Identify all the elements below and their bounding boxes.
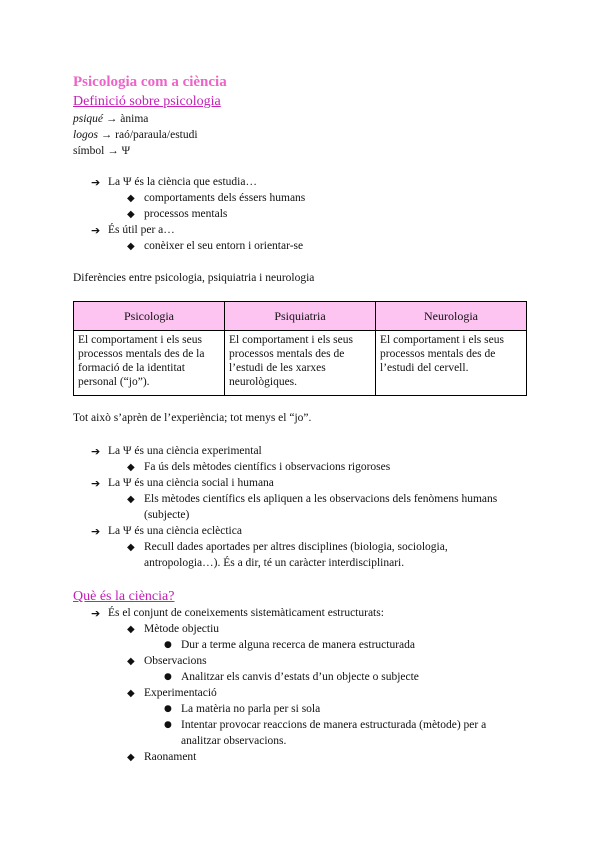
diamond-bullet-icon: ◆ — [127, 624, 135, 635]
science-detail: La matèria no parla per si sola — [181, 703, 321, 715]
diamond-bullet-icon: ◆ — [127, 494, 135, 505]
characteristic-detail: Els mètodes científics els apliquen a les observacions dels fenòmens humans — [144, 493, 498, 505]
characteristic-detail-continued: (subjecte) — [144, 509, 190, 521]
diamond-bullet-icon: ◆ — [127, 752, 135, 763]
dot-bullet-icon: ● — [164, 672, 172, 682]
etymology-term: logos — [73, 129, 98, 141]
diamond-bullet-icon: ◆ — [127, 688, 135, 699]
arrow-bullet-icon: ➔ — [91, 607, 101, 620]
science-item: Observacions — [144, 655, 207, 667]
table-header-cell: Psiquiatria — [225, 302, 376, 331]
diamond-bullet-icon: ◆ — [127, 209, 135, 220]
outline-subitem: conèixer el seu entorn i orientar-se — [144, 240, 304, 252]
definition-heading: Definició sobre psicologia — [73, 94, 221, 109]
characteristic-detail: Fa ús dels mètodes científics i observacions rigoroses — [144, 461, 391, 473]
etymology-meaning: Ψ — [121, 145, 131, 157]
science-heading: Què és la ciència? — [73, 589, 175, 604]
diamond-bullet-icon: ◆ — [127, 462, 135, 473]
right-arrow-icon: → — [107, 145, 119, 157]
etymology-line — [73, 128, 198, 143]
diamond-bullet-icon: ◆ — [127, 656, 135, 667]
characteristic-item: La Ψ és una ciència social i humana — [108, 477, 274, 489]
table-caption: Diferències entre psicologia, psiquiatria i neurologia — [73, 272, 315, 284]
dot-bullet-icon: ● — [164, 720, 172, 730]
table-header-cell: Neurologia — [376, 302, 527, 331]
science-item: Experimentació — [144, 687, 217, 699]
etymology-term: símbol — [73, 145, 105, 157]
page-title: Psicologia com a ciència — [73, 74, 227, 90]
arrow-bullet-icon: ➔ — [91, 445, 101, 458]
arrow-bullet-icon: ➔ — [91, 176, 101, 189]
arrow-bullet-icon: ➔ — [91, 477, 101, 490]
science-item: Mètode objectiu — [144, 623, 220, 635]
dot-bullet-icon: ● — [164, 640, 172, 650]
outline-item: La Ψ és la ciència que estudia… — [108, 176, 257, 188]
science-detail-continued: analitzar observacions. — [181, 735, 287, 747]
outline-subitem: comportaments dels éssers humans — [144, 192, 306, 204]
table-cell: El comportament i els seus processos mentals des de l’estudi de les xarxes neurològiques. — [225, 331, 376, 396]
dot-bullet-icon: ● — [164, 704, 172, 714]
table-cell: El comportament i els seus processos mentals des de l’estudi del cervell. — [376, 331, 527, 396]
etymology-meaning: raó/paraula/estudi — [115, 129, 198, 141]
right-arrow-icon: → — [105, 113, 118, 125]
science-detail: Dur a terme alguna recerca de manera estructurada — [181, 639, 416, 651]
diamond-bullet-icon: ◆ — [127, 241, 135, 252]
science-detail: Intentar provocar reaccions de manera estructurada (mètode) per a — [181, 719, 487, 731]
diamond-bullet-icon: ◆ — [127, 542, 135, 553]
experience-note: Tot això s’aprèn de l’experiència; tot menys el “jo”. — [73, 412, 312, 424]
characteristic-item: La Ψ és una ciència eclèctica — [108, 525, 242, 537]
etymology-meaning: ànima — [120, 113, 149, 125]
etymology-term: psiqué — [73, 113, 104, 125]
etymology-line — [73, 144, 130, 159]
science-definition: És el conjunt de coneixements sistemàticament estructurats: — [108, 607, 384, 619]
etymology-line — [73, 112, 148, 127]
characteristic-detail: Recull dades aportades per altres disciplines (biologia, sociologia, — [144, 541, 448, 553]
table-cell: El comportament i els seus processos mentals des de la formació de la identitat personal (“jo”). — [74, 331, 225, 396]
right-arrow-icon: → — [100, 129, 113, 141]
outline-item: És útil per a… — [108, 224, 175, 236]
diamond-bullet-icon: ◆ — [127, 193, 135, 204]
comparison-table — [73, 301, 527, 396]
science-item: Raonament — [144, 751, 197, 763]
arrow-bullet-icon: ➔ — [91, 224, 101, 237]
characteristic-detail-continued: antropologia…). És a dir, té un caràcter interdisciplinari. — [144, 557, 405, 569]
arrow-bullet-icon: ➔ — [91, 525, 101, 538]
characteristic-item: La Ψ és una ciència experimental — [108, 445, 262, 457]
table-row — [74, 331, 527, 396]
table-header-cell: Psicologia — [74, 302, 225, 331]
table-header-row — [74, 302, 527, 331]
outline-subitem: processos mentals — [144, 208, 228, 220]
science-detail: Analitzar els canvis d’estats d’un objecte o subjecte — [181, 671, 419, 683]
